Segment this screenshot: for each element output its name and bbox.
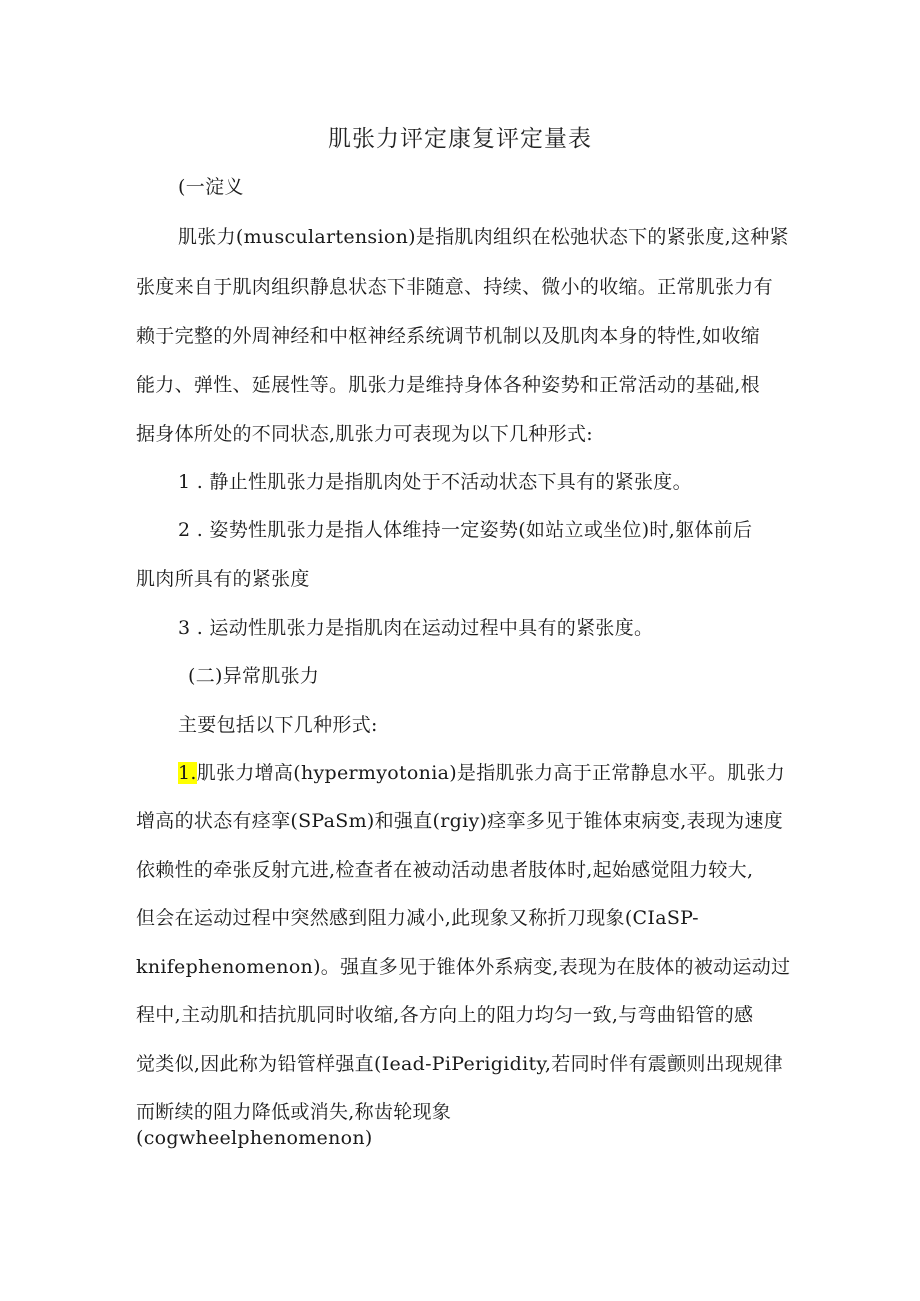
paragraph-line: 肌张力(musculartension)是指肌肉组织在松弛状态下的紧张度,这种紧 — [178, 226, 789, 248]
paragraph-line: 觉类似,因此称为铅管样强直(Iead-PiPerigidity,若同时伴有震颤则出现规律 — [136, 1053, 783, 1075]
paragraph-line: 而断续的阻力降低或消失,称齿轮现象 — [136, 1101, 452, 1123]
section-heading-definition: (一淀义 — [178, 176, 244, 198]
paragraph-line: 但会在运动过程中突然感到阻力减小,此现象又称折刀现象(CIaSP- — [136, 907, 699, 929]
paragraph-line: 增高的状态有痉挛(SPaSm)和强直(rgiy)痉挛多见于锥体束病变,表现为速度 — [136, 810, 784, 832]
paragraph-line: 据身体所处的不同状态,肌张力可表现为以下几种形式: — [136, 423, 593, 445]
paragraph-line: 能力、弹性、延展性等。肌张力是维持身体各种姿势和正常活动的基础,根 — [136, 374, 760, 396]
paragraph-line: 张度来自于肌肉组织静息状态下非随意、持续、微小的收缩。正常肌张力有 — [136, 276, 773, 298]
list-item-hypertonia-text: 肌张力增高(hypermyotonia)是指肌张力高于正常静息水平。肌张力 — [196, 762, 786, 784]
paragraph-line: knifephenomenon)。强直多见于锥体外系病变,表现为在肢体的被动运动过 — [136, 956, 791, 978]
list-item-postural-tone-cont: 肌肉所具有的紧张度 — [136, 568, 310, 590]
paragraph-line: 程中,主动肌和拮抗肌同时收缩,各方向上的阻力均匀一致,与弯曲铅管的感 — [136, 1004, 754, 1026]
paragraph-line: (cogwheelphenomenon) — [136, 1127, 373, 1149]
list-item-motor-tone: 3 . 运动性肌张力是指肌肉在运动过程中具有的紧张度。 — [178, 617, 654, 639]
list-item-hypertonia — [178, 758, 785, 785]
paragraph-line: 依赖性的牵张反射亢进,检查者在被动活动患者肢体时,起始感觉阻力较大, — [136, 859, 754, 881]
document-title: 肌张力评定康复评定量表 — [328, 126, 592, 152]
section-intro: 主要包括以下几种形式: — [178, 714, 378, 736]
section-heading-abnormal: (二)异常肌张力 — [188, 665, 320, 687]
highlighted-number: 1. — [178, 762, 197, 784]
paragraph-line: 赖于完整的外周神经和中枢神经系统调节机制以及肌肉本身的特性,如收缩 — [136, 325, 760, 347]
list-item-postural-tone: 2 . 姿势性肌张力是指人体维持一定姿势(如站立或坐位)时,躯体前后 — [178, 519, 753, 541]
list-item-static-tone: 1 . 静止性肌张力是指肌肉处于不活动状态下具有的紧张度。 — [178, 471, 692, 493]
